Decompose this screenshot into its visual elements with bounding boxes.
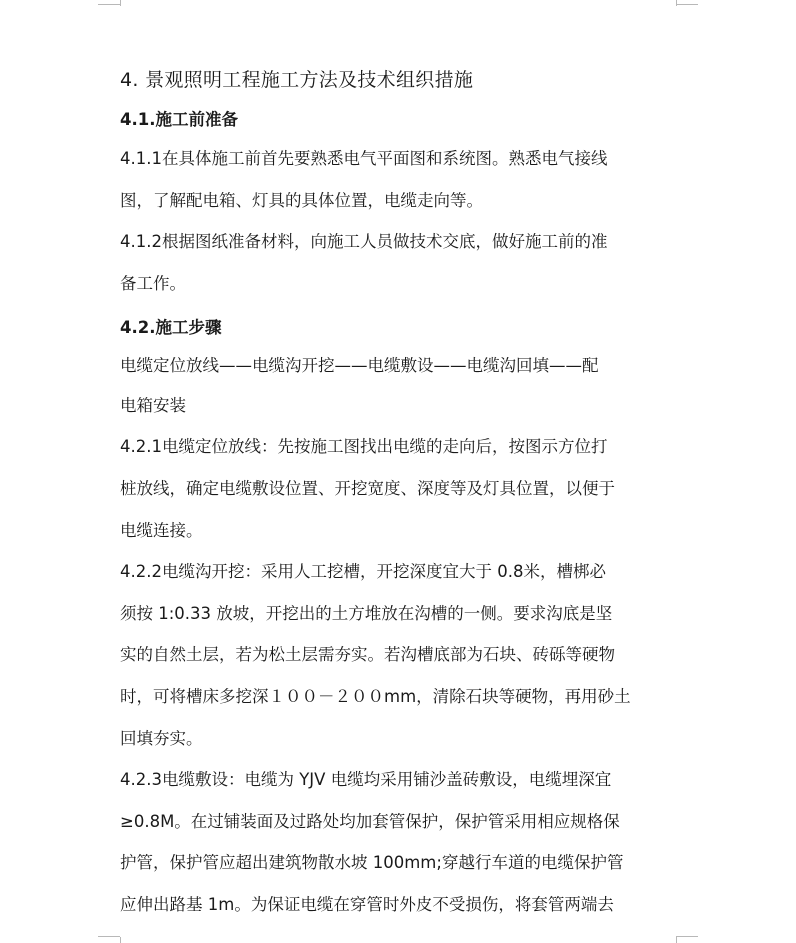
paragraph bbox=[120, 551, 680, 759]
text-line: 须按 1:0.33 放坡，开挖出的土方堆放在沟槽的一侧。要求沟底是坚 bbox=[120, 603, 613, 623]
paragraph bbox=[120, 221, 680, 304]
document-title: 4. 景观照明工程施工方法及技术组织措施 bbox=[120, 69, 474, 91]
crop-mark bbox=[98, 4, 120, 5]
crop-mark bbox=[676, 4, 698, 5]
crop-mark bbox=[676, 0, 677, 6]
section-4-2 bbox=[120, 310, 680, 925]
paragraph bbox=[120, 426, 680, 551]
text-line: 时，可将槽床多挖深１００－２００mm，清除石块等硬物，再用砂土 bbox=[120, 686, 631, 706]
text-line: 桩放线，确定电缆敷设位置、开挖宽度、深度等及灯具位置，以便于 bbox=[120, 478, 615, 498]
text-line: 电缆定位放线——电缆沟开挖——电缆敷设——电缆沟回填——配 bbox=[120, 356, 599, 376]
text-line: 4.2.2电缆沟开挖：采用人工挖槽，开挖深度宜大于 0.8米，槽梆必 bbox=[120, 562, 606, 582]
text-line: ≥0.8M。在过铺装面及过路处均加套管保护，保护管采用相应规格保 bbox=[120, 811, 620, 831]
text-line: 实的自然土层，若为松土层需夯实。若沟槽底部为石块、砖砾等硬物 bbox=[120, 645, 615, 665]
paragraph bbox=[120, 138, 680, 221]
paragraph bbox=[120, 346, 680, 426]
text-line: 电箱安装 bbox=[120, 396, 186, 416]
text-line: 4.2.3电缆敷设：电缆为 YJV 电缆均采用铺沙盖砖敷设，电缆埋深宜 bbox=[120, 770, 612, 790]
crop-mark bbox=[676, 936, 698, 937]
text-line: 4.1.1在具体施工前首先要熟悉电气平面图和系统图。熟悉电气接线 bbox=[120, 149, 608, 168]
text-line: 4.1.2根据图纸准备材料，向施工人员做技术交底，做好施工前的准 bbox=[120, 232, 608, 252]
section-4-1 bbox=[120, 102, 680, 304]
text-line: 回填夯实。 bbox=[120, 728, 203, 748]
text-line: 备工作。 bbox=[120, 273, 186, 293]
text-line: 4.2.1电缆定位放线：先按施工图找出电缆的走向后，按图示方位打 bbox=[120, 437, 608, 457]
text-line: 电缆连接。 bbox=[120, 520, 203, 540]
section-heading: 4.2.施工步骤 bbox=[120, 318, 222, 338]
document-body bbox=[120, 60, 680, 926]
text-line: 图，了解配电箱、灯具的具体位置，电缆走向等。 bbox=[120, 190, 483, 210]
crop-mark bbox=[98, 936, 120, 937]
crop-mark bbox=[120, 0, 121, 6]
section-heading: 4.1.施工前准备 bbox=[120, 110, 238, 129]
text-line: 应伸出路基 1m。为保证电缆在穿管时外皮不受损伤，将套管两端去 bbox=[120, 894, 614, 914]
paragraph bbox=[120, 759, 680, 925]
text-line: 护管，保护管应超出建筑物散水坡 100mm;穿越行车道的电缆保护管 bbox=[120, 853, 624, 873]
crop-mark bbox=[120, 937, 121, 943]
crop-mark bbox=[676, 937, 677, 943]
